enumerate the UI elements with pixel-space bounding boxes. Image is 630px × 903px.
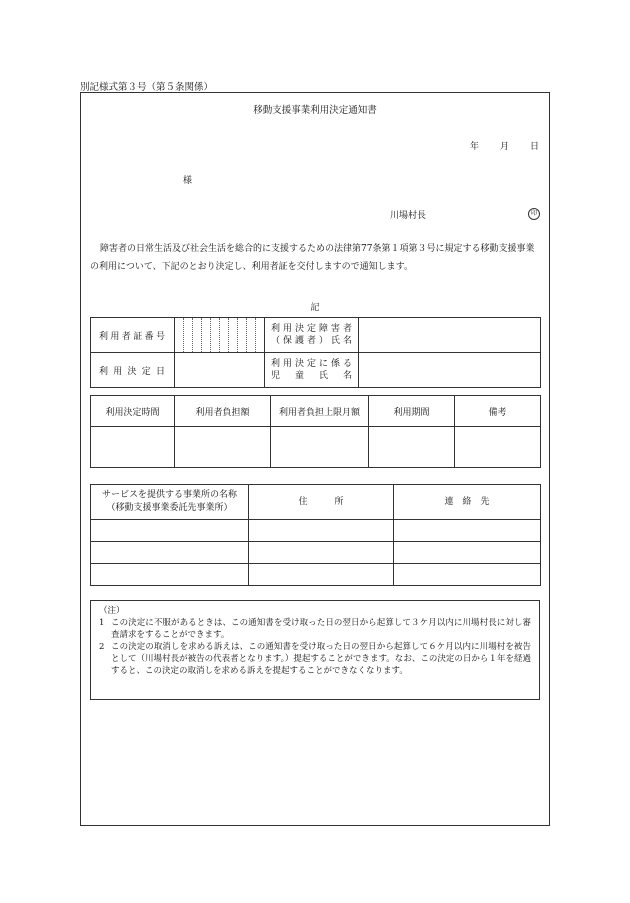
office-contact-cell[interactable] (394, 520, 541, 542)
recipient-info-table (90, 317, 541, 388)
usage-period-cell[interactable] (369, 427, 455, 468)
person-name-label: 利用決定障害者 （保護者）氏名 (265, 318, 359, 353)
card-number-label: 利用者証番号 (91, 318, 175, 353)
child-name-label: 利用決定に係る 児童氏名 (265, 353, 359, 388)
form-number: 別記様式第３号（第５条関係） (80, 82, 214, 93)
card-number-field[interactable] (175, 318, 265, 353)
user-charge-cell[interactable] (175, 427, 271, 468)
remarks-cell[interactable] (455, 427, 541, 468)
office-address-cell[interactable] (249, 542, 394, 564)
person-name-field[interactable] (359, 318, 541, 353)
table-row (91, 520, 541, 542)
office-address-cell[interactable] (249, 520, 394, 542)
table-row (91, 318, 541, 353)
decision-time-cell[interactable] (91, 427, 175, 468)
table-row (91, 564, 541, 586)
seal-mark: 印 (528, 208, 540, 220)
office-name-cell[interactable] (91, 564, 249, 586)
usage-decision-table (90, 395, 541, 468)
table-row (91, 427, 541, 468)
charge-cap-cell[interactable] (271, 427, 369, 468)
office-name-cell[interactable] (91, 520, 249, 542)
decision-date-label: 利用決定日 (91, 353, 175, 388)
header-usage-period: 利用期間 (369, 396, 455, 427)
header-user-charge: 利用者負担額 (175, 396, 271, 427)
table-header-row (91, 485, 541, 520)
document-title: 移動支援事業利用決定通知書 (253, 105, 377, 116)
table-header-row (91, 396, 541, 427)
office-contact-cell[interactable] (394, 542, 541, 564)
notes-title: （注） (99, 606, 125, 616)
notes-box (90, 600, 540, 700)
issuer-name: 川場村長 (390, 211, 427, 221)
header-decision-time: 利用決定時間 (91, 396, 175, 427)
date-day-label: 日 (530, 142, 540, 152)
header-charge-cap: 利用者負担上限月額 (271, 396, 369, 427)
notice-body: 障害者の日常生活及び社会生活を総合的に支援するための法律第77条第１項第３号に規定する移動支援事業の利用について、下記のとおり決定し、利用者証を交付しますので通知します。 (90, 244, 535, 272)
note-item: 1 この決定に不服があるときは、この通知書を受け取った日の翌日から起算して３ケ月以内に川場村長に対し審査請求をすることができます。 (99, 618, 531, 640)
child-name-field[interactable] (359, 353, 541, 388)
office-name-cell[interactable] (91, 542, 249, 564)
table-row (91, 353, 541, 388)
header-contact: 連 絡 先 (394, 485, 541, 520)
header-remarks: 備考 (455, 396, 541, 427)
service-provider-table (90, 484, 541, 586)
header-address: 住 所 (249, 485, 394, 520)
table-row (91, 542, 541, 564)
addressee-suffix: 様 (183, 176, 193, 186)
office-contact-cell[interactable] (394, 564, 541, 586)
header-office-name: サービスを提供する事業所の名称 （移動支援事業委託先事業所） (91, 485, 249, 520)
decision-date-field[interactable] (175, 353, 265, 388)
date-month-label: 月 (500, 142, 510, 152)
office-address-cell[interactable] (249, 564, 394, 586)
ki-heading: 記 (310, 303, 320, 313)
note-item: 2 この決定の取消しを求める訴えは、この通知書を受け取った日の翌日から起算して６ケ月以内に川場村を被告として（川場村長が被告の代表者となります。）提起することができます。なお、この決定の日から１年を経過すると、この決定の取消しを求める訴えを提起することができなくなります。 (99, 642, 531, 676)
date-year-label: 年 (470, 142, 480, 152)
